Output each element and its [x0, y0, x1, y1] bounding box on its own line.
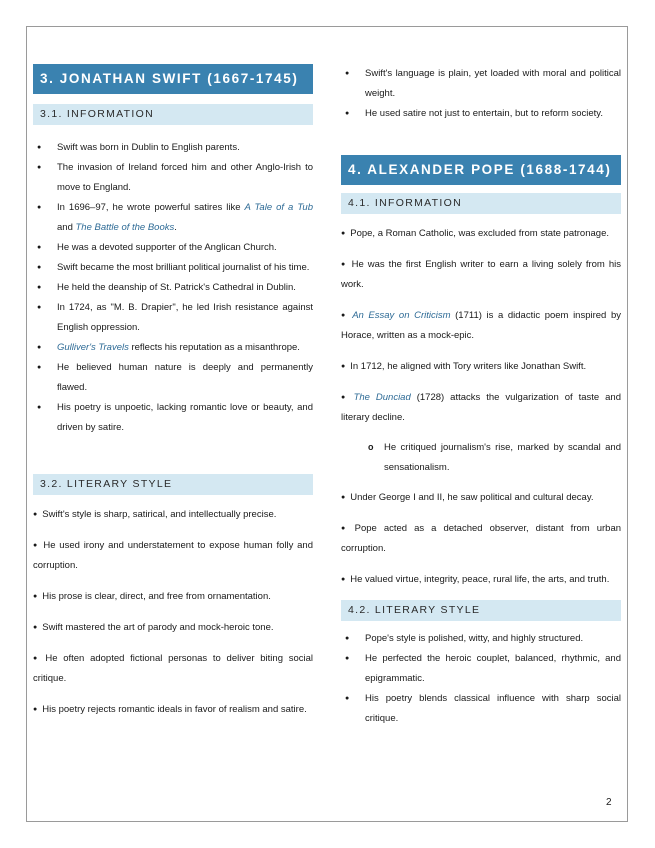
- paragraph: ● He valued virtue, integrity, peace, rural life, the arts, and truth.: [341, 574, 610, 585]
- paragraph: ● Pope, a Roman Catholic, was excluded from state patronage.: [341, 228, 609, 239]
- swift-info-heading: 3.1. INFORMATION: [33, 104, 313, 125]
- paragraph: ● His poetry rejects romantic ideals in favor of realism and satire.: [33, 704, 307, 715]
- bullet-icon: ●: [33, 624, 38, 631]
- list-item: ● Swift's language is plain, yet loaded with moral and political weight.: [341, 64, 621, 104]
- list-item: ● Pope's style is polished, witty, and highly structured.: [341, 629, 621, 649]
- swift-style-continued-list: [341, 64, 621, 124]
- bullet-icon: ●: [341, 394, 349, 401]
- paragraph: ● An Essay on Criticism (1711) is a didactic poem inspired by Horace, written as a mock-epic.: [341, 310, 621, 341]
- bullet-icon: ●: [341, 312, 348, 319]
- left-column: [33, 64, 313, 720]
- paragraph: ● He used irony and understatement to expose human folly and corruption.: [33, 540, 313, 571]
- paragraph: ● The Dunciad (1728) attacks the vulgarization of taste and literary decline.: [341, 392, 621, 423]
- list-item: o He critiqued journalism's rise, marked by scandal and sensationalism.: [341, 438, 621, 478]
- right-column: [341, 64, 621, 729]
- list-item: ● In 1724, as "M. B. Drapier", he led Irish resistance against English oppression.: [33, 298, 313, 338]
- bullet-icon: ●: [341, 525, 350, 532]
- list-item: ● Gulliver's Travels reflects his reputation as a misanthrope.: [33, 338, 313, 358]
- bullet-icon: ●: [341, 261, 347, 268]
- work-title: A Tale of a Tub: [244, 202, 313, 213]
- work-title: Gulliver's Travels: [57, 342, 129, 353]
- swift-heading: 3. JONATHAN SWIFT (1667-1745): [33, 64, 313, 94]
- list-item: ● He believed human nature is deeply and permanently flawed.: [33, 358, 313, 398]
- paragraph: ● Pope acted as a detached observer, distant from urban corruption.: [341, 523, 622, 554]
- swift-info-list: [33, 138, 313, 438]
- paragraph: ● He was the first English writer to earn a living solely from his work.: [341, 259, 621, 290]
- pope-heading: 4. ALEXANDER POPE (1688-1744): [341, 155, 621, 185]
- list-item: ● He used satire not just to entertain, but to reform society.: [341, 104, 621, 124]
- bullet-icon: ●: [33, 511, 38, 518]
- list-item: ● He was a devoted supporter of the Anglican Church.: [33, 238, 313, 258]
- bullet-icon: ●: [33, 593, 38, 600]
- paragraph: ● In 1712, he aligned with Tory writers like Jonathan Swift.: [341, 361, 587, 372]
- paragraph: ● He often adopted fictional personas to deliver biting social critique.: [33, 653, 313, 684]
- list-item: ● In 1696–97, he wrote powerful satires like A Tale of a Tub and The Battle of the Books.: [33, 198, 313, 238]
- list-item: ● He perfected the heroic couplet, balanced, rhythmic, and epigrammatic.: [341, 649, 621, 689]
- paragraph: ● Swift mastered the art of parody and mock-heroic tone.: [33, 622, 274, 633]
- bullet-icon: ●: [341, 230, 346, 237]
- work-title: The Battle of the Books: [75, 222, 175, 233]
- list-item: ● He held the deanship of St. Patrick's Cathedral in Dublin.: [33, 278, 313, 298]
- bullet-icon: ●: [341, 576, 346, 583]
- list-item: ● The invasion of Ireland forced him and other Anglo-Irish to move to England.: [33, 158, 313, 198]
- paragraph: ● His prose is clear, direct, and free from ornamentation.: [33, 591, 271, 602]
- bullet-icon: ●: [341, 494, 346, 501]
- work-title: An Essay on Criticism: [352, 310, 451, 321]
- list-item: ● Swift became the most brilliant political journalist of his time.: [33, 258, 313, 278]
- pope-info-heading: 4.1. INFORMATION: [341, 193, 621, 214]
- dunciad-sub-list: [341, 438, 621, 478]
- pope-style-list: [341, 629, 621, 729]
- paragraph: ● Under George I and II, he saw political and cultural decay.: [341, 492, 594, 503]
- bullet-icon: ●: [33, 542, 39, 549]
- bullet-icon: ●: [33, 655, 41, 662]
- list-item: ● Swift was born in Dublin to English parents.: [33, 138, 313, 158]
- bullet-icon: ●: [33, 706, 38, 713]
- work-title: The Dunciad: [353, 392, 411, 403]
- page-number: 2: [606, 797, 612, 808]
- bullet-icon: ●: [341, 363, 346, 370]
- swift-style-heading: 3.2. LITERARY STYLE: [33, 474, 313, 495]
- pope-style-heading: 4.2. LITERARY STYLE: [341, 600, 621, 621]
- paragraph: ● Swift's style is sharp, satirical, and intellectually precise.: [33, 509, 277, 520]
- list-item: ● His poetry is unpoetic, lacking romantic love or beauty, and driven by satire.: [33, 398, 313, 438]
- list-item: ● His poetry blends classical influence with sharp social critique.: [341, 689, 621, 729]
